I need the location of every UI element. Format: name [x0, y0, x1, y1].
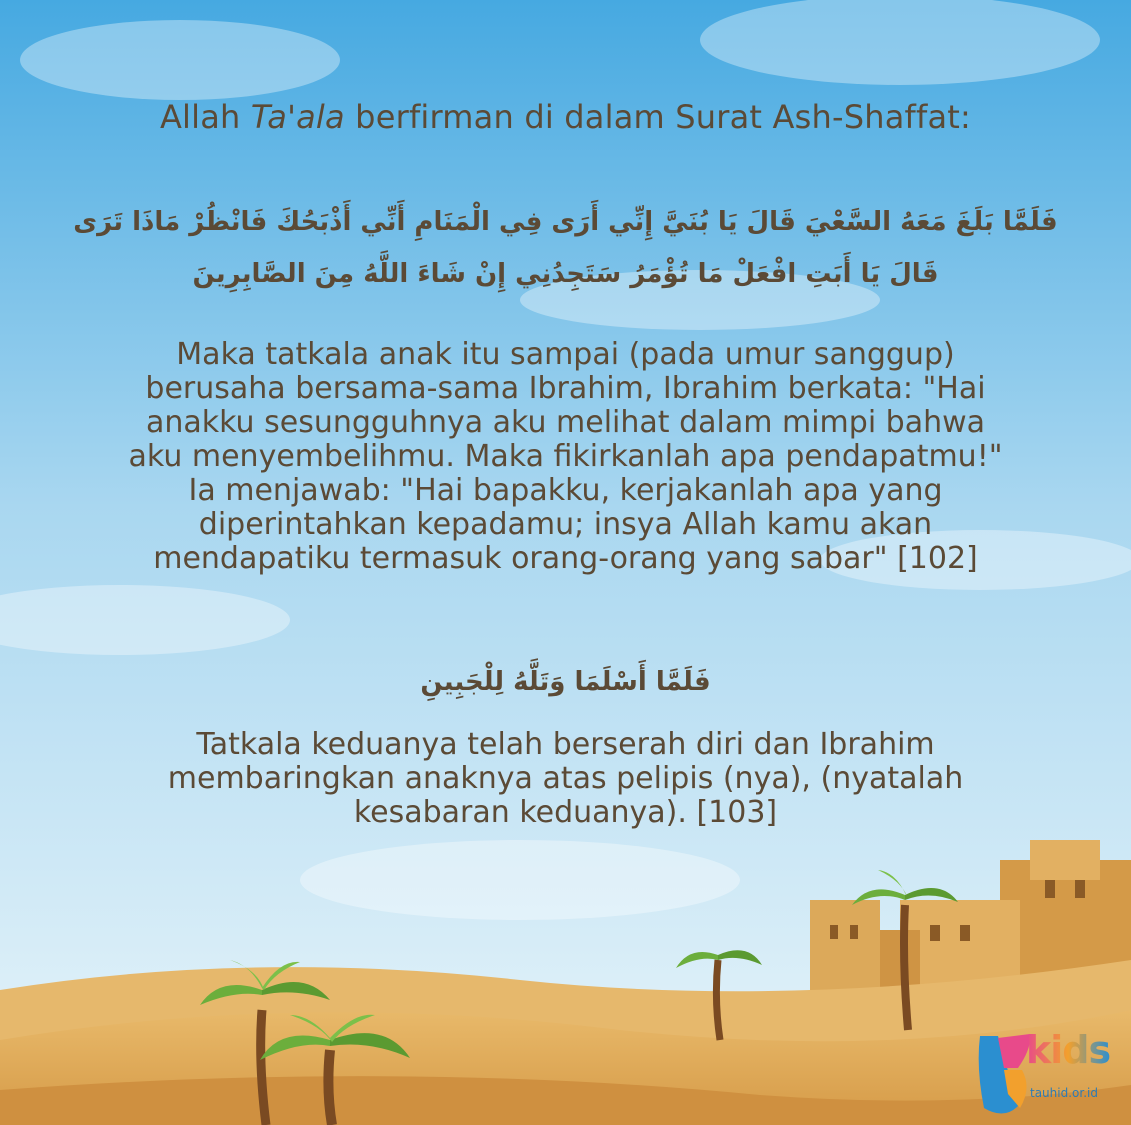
- translation-line: kesabaran keduanya). [103]: [353, 795, 778, 830]
- translation-line: aku menyembelihmu. Maka fikirkanlah apa pendapatmu!": [128, 439, 1003, 474]
- logo-wordmark: kids: [1026, 1028, 1111, 1072]
- translation-line: diperintahkan kepadamu; insya Allah kamu akan: [198, 507, 933, 542]
- arabic-line-2: قَالَ يَا أَبَتِ افْعَلْ مَا تُؤْمَرُ سَتَجِدُنِي إِنْ شَاءَ اللَّهُ مِنَ الصَّابِرِينَ: [192, 259, 939, 289]
- translation-line: anakku sesungguhnya aku melihat dalam mimpi bahwa: [145, 405, 986, 440]
- translation-line: Ia menjawab: "Hai bapakku, kerjakanlah apa yang: [188, 473, 943, 508]
- arabic-line-1: فَلَمَّا بَلَغَ مَعَهُ السَّعْيَ قَالَ يَا بُنَيَّ إِنِّي أَرَى فِي الْمَنَامِ أَنِّي أَذْبَحُكَ فَانْظُرْ مَاذَا تَرَى: [73, 207, 1058, 237]
- arabic-line: فَلَمَّا أَسْلَمَا وَتَلَّهُ لِلْجَبِينِ: [420, 667, 711, 697]
- translation-line: Maka tatkala anak itu sampai (pada umur sanggup): [176, 337, 955, 372]
- translation-verse-102: [0, 338, 1131, 576]
- arabic-verse-102: [0, 196, 1131, 300]
- logo-domain: tauhid.or.id: [1030, 1086, 1098, 1100]
- arabic-verse-103: [0, 656, 1131, 708]
- kids-tauhid-logo[interactable]: [974, 1028, 1114, 1120]
- translation-line: Tatkala keduanya telah berserah diri dan Ibrahim: [196, 727, 935, 762]
- translation-line: membaringkan anaknya atas pelipis (nya), (nyatalah: [167, 761, 964, 796]
- intro-prefix: Allah: [159, 98, 251, 136]
- translation-line: berusaha bersama-sama Ibrahim, Ibrahim berkata: "Hai: [145, 371, 986, 406]
- intro-heading: [0, 98, 1131, 136]
- translation-line: mendapatiku termasuk orang-orang yang sabar" [102]: [153, 541, 978, 576]
- translation-verse-103: [0, 728, 1131, 830]
- intro-suffix: berfirman di dalam Surat Ash-Shaffat:: [344, 98, 972, 136]
- logo-k-mark-icon: [974, 1028, 1034, 1120]
- intro-emphasis: Ta'ala: [250, 98, 345, 136]
